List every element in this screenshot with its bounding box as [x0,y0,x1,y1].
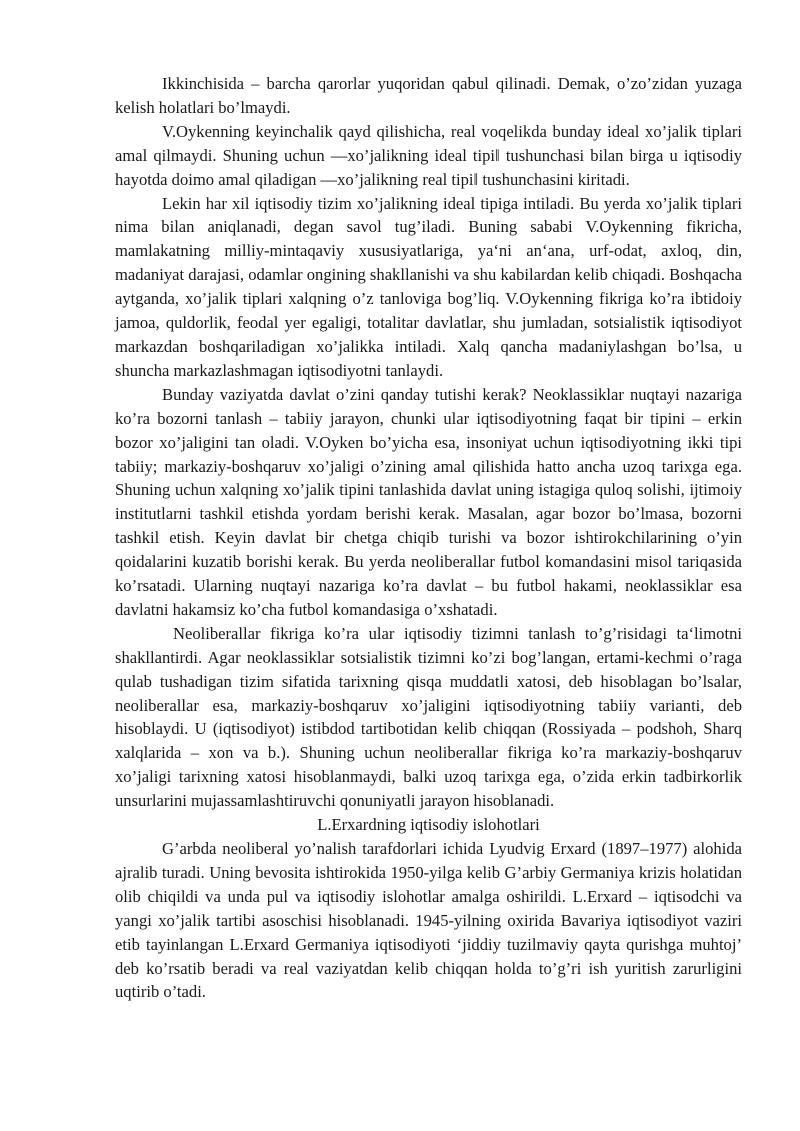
paragraph-2: V.Oykenning keyinchalik qayd qilishicha, real voqelikda bunday ideal xo’jalik tiplari amal qilmaydi. Shuning uchun ―xo’jalikning ideal tipi‖ tushunchasi bilan birga u iqtisodiy hayotda doimo amal qiladigan ―xo’jalikning real tipi‖ tushunchasini kiritadi. [115,121,742,189]
paragraph-4: Bunday vaziyatda davlat o’zini qanday tutishi kerak? Neoklassiklar nuqtayi nazariga ko’ra bozorni tanlash – tabiiy jarayon, chunki ular iqtisodiyotning faqat bir tipini – erkin bozor xo’jaligini tan oladi. V.Oyken bo’yicha esa, insoniyat uchun iqtisodiyotning ikki tipi tabiiy; markaziy-boshqaruv xo’jaligi o’zining amal qilishida hatto ancha uzoq tarixga ega. Shuning uchun xalqning xo’jalik tipini tanlashida davlat uning istagiga quloq solishi, ijtimoiy institutlarni tashkil etishda yordam berishi kerak. Masalan, agar bozor bo’lmasa, bozorni tashkil etish. Keyin davlat bir chetga chiqib turishi va bozor ishtirokchilarining o’yin qoidalarini kuzatib borishi kerak. Bu yerda neoliberallar futbol komandasini misol tariqasida ko’rsatadi. Ularning nuqtayi nazariga ko’ra davlat – bu futbol hakami, neoklassiklar esa davlatni hakamsiz ko’cha futbol komandasiga o’xshatadi. [115,384,742,619]
paragraph-1: Ikkinchisida – barcha qarorlar yuqoridan qabul qilinadi. Demak, o’zo’zidan yuzaga kelish holatlari bo’lmaydi. [115,74,742,117]
paragraph-6: G’arbda neoliberal yo’nalish tarafdorlari ichida Lyudvig Erxard (1897–1977) alohida ajralib turadi. Uning bevosita ishtirokida 1950-yilga kelib G’arbiy Germaniya krizis holatidan olib chiqildi va unda pul va iqtisodiy islohotlar amalga oshirildi. L.Erxard – iqtisodchi va yangi xo’jalik tartibi asoschisi hisoblanadi. 1945-yilning oxirida Bavariya iqtisodiyot vaziri etib tayinlangan L.Erxard Germaniya iqtisodiyoti ‘jiddiy tuzilmaviy qayta qurishga muhtoj’ deb ko’rsatib beradi va real vaziyatdan kelib chiqqan holda to’g’ri ish yuritish zarurligini uqtirib o’tadi. [115,839,742,1002]
document-page [115,72,742,1004]
paragraph-3: Lekin har xil iqtisodiy tizim xo’jalikning ideal tipiga intiladi. Bu yerda xo’jalik tiplari nima bilan aniqlanadi, degan savol tug’iladi. Buning sababi V.Oykenning fikricha, mamlakatning milliy-mintaqaviy xususiyatlariga, ya‘ni an‘ana, urf-odat, axloq, din, madaniyat darajasi, odamlar ongining shakllanishi va shu kabilardan kelib chiqadi. Boshqacha aytganda, xo’jalik tiplari xalqning o’z tanloviga bog’liq. V.Oykenning fikriga ko’ra ibtidoiy jamoa, quldorlik, feodal yer egaligi, totalitar davlatlar, shu jumladan, sotsialistik iqtisodiyot markazdan boshqariladigan xo’jalikka intiladi. Xalq qancha madaniylashgan bo’lsa, u shuncha markazlashmagan iqtisodiyotni tanlaydi. [115,193,742,380]
section-heading: L.Erxardning iqtisodiy islohotlari [317,815,540,835]
paragraph-5: Neoliberallar fikriga ko’ra ular iqtisodiy tizimni tanlash to’g’risidagi ta‘limotni shakllantirdi. Agar neoklassiklar sotsialistik tizimni ko’zi bog’langan, ertami-kechmi o’raga qulab tushadigan tizim sifatida tarixning qisqa muddatli xatosi, deb hisoblagan bo’lsalar, neoliberallar esa, markaziy-boshqaruv xo’jaligini iqtisodiyotning tabiiy varianti, deb hisoblaydi. U (iqtisodiyot) istibdod tartibotidan kelib chiqqan (Rossiyada – podshoh, Sharq xalqlarida – xon va b.). Shuning uchun neoliberallar fikriga ko’ra markaziy-boshqaruv xo’jaligi tarixning xatosi hisoblanmaydi, balki uzoq tarixga ega, o’zida erkin tadbirkorlik unsurlarini mujassamlashtiruvchi qonuniyatli jarayon hisoblanadi. [115,623,742,811]
